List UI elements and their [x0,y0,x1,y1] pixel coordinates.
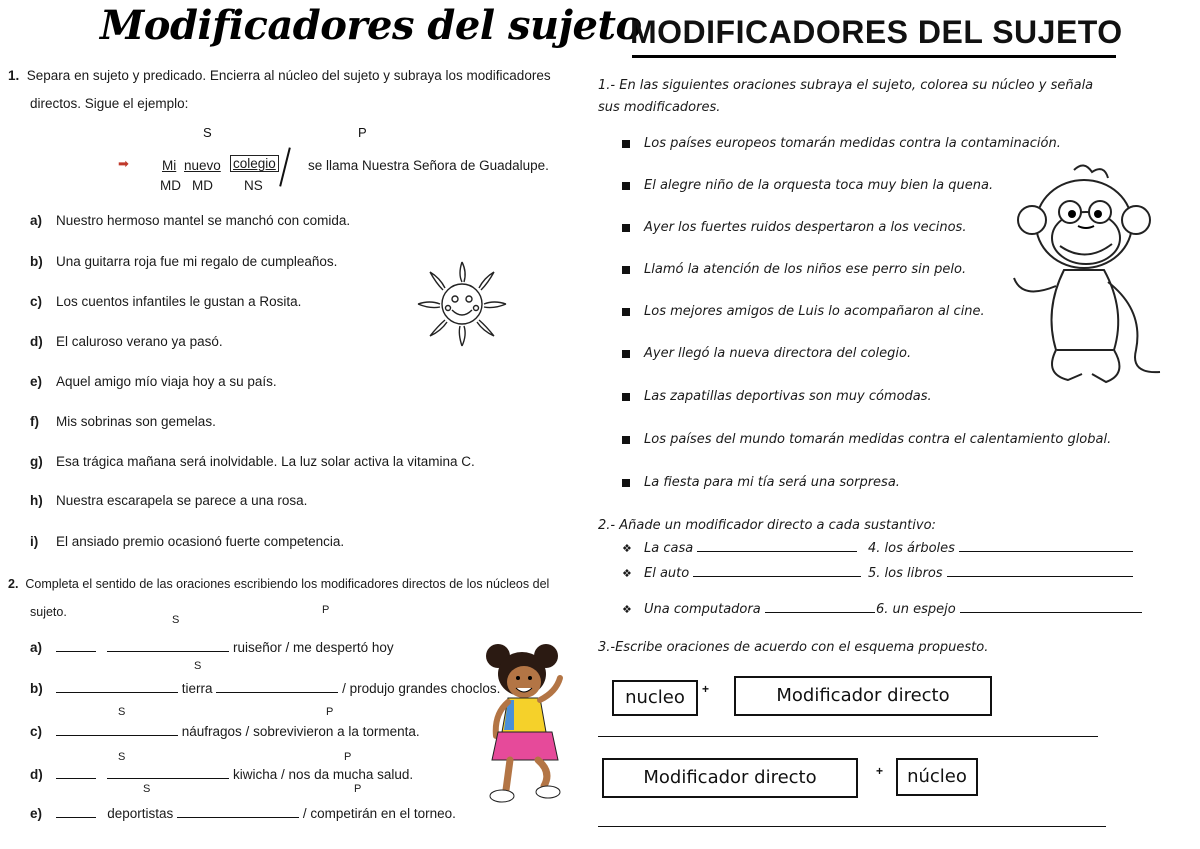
example-word-colegio: colegio [230,156,279,171]
square-bullet-icon [622,224,630,232]
example-word-nuevo: nuevo [184,158,221,173]
scheme-box-modificador-2: Modificador directo [602,758,858,798]
blank-line [107,640,229,652]
blank-line [697,540,857,552]
plus-sign-2: + [876,764,884,778]
example-p-mark: P [358,125,367,140]
q1-item-b: b) Una guitarra roja fue mi regalo de cumpleaños. [30,254,338,269]
blank-line [56,681,178,693]
answer-line-1 [598,736,1098,737]
square-bullet-icon [622,182,630,190]
blank-line [56,767,96,779]
blank-line [56,806,96,818]
q1-item-a: a) Nuestro hermoso mantel se manchó con comida. [30,213,351,228]
scheme-box-nucleo: nucleo [612,680,698,716]
r-q2-col2-item-3: 6. un espejo [876,601,1142,617]
example-md1: MD [160,178,181,193]
blank-line [960,601,1142,613]
blank-line [56,724,178,736]
left-title: Modificadores del sujeto [100,2,642,49]
example-md2: MD [192,178,213,193]
r-q1-item-9: La fiesta para mi tía será una sorpresa. [622,475,900,490]
blank-line [107,767,229,779]
square-bullet-icon [622,308,630,316]
r-q1-item-5: Los mejores amigos de Luis lo acompañaron al cine. [622,304,985,319]
sun-drawing-icon [412,252,512,352]
q1-instruction-line1 [8,68,551,83]
r-q1-line2: sus modificadores. [598,100,721,115]
r-q3-heading: 3.-Escribe oraciones de acuerdo con el esquema propuesto. [598,640,989,655]
q2c-s-mark: S [118,706,126,718]
blank-line [56,640,96,652]
diamond-bullet-icon: ❖ [622,542,632,555]
q1-item-f: f) Mis sobrinas son gemelas. [30,414,216,429]
q1-instruction-line2: directos. Sigue el ejemplo: [30,96,189,111]
q2b-s-mark: S [194,660,202,672]
plus-sign: + [702,682,710,696]
r-q1-item-3: Ayer los fuertes ruidos despertaron a los vecinos. [622,220,966,235]
q1-line1: Separa en sujeto y predicado. Encierra al núcleo del sujeto y subraya los modificadores [26,68,551,83]
q2e-p-mark: P [354,783,362,795]
subject-predicate-slash [279,147,291,186]
r-q2-col2-item-2: 5. los libros [868,565,1133,581]
r-q2-heading: 2.- Añade un modificador directo a cada sustantivo: [598,518,936,533]
blank-line [177,806,299,818]
q1-item-e: e) Aquel amigo mío viaja hoy a su país. [30,374,277,389]
blank-line [959,540,1133,552]
example-predicate: se llama Nuestra Señora de Guadalupe. [308,158,549,173]
r-q1-item-4: Llamó la atención de los niños ese perro sin pelo. [622,262,966,277]
square-bullet-icon [622,436,630,444]
q2a-p-mark: P [322,604,330,616]
square-bullet-icon [622,393,630,401]
girl-cartoon-icon [468,640,578,810]
blank-line [693,565,861,577]
q2-line1: Completa el sentido de las oraciones escribiendo los modificadores directos de los núcleos del [25,577,550,591]
example-s-mark: S [203,125,212,140]
right-title-underline [632,55,1116,58]
answer-line-2 [598,826,1106,827]
diamond-bullet-icon: ❖ [622,567,632,580]
q2-item-c: c) náufragos / sobrevivieron a la tormenta. [30,724,420,739]
q1-item-h: h) Nuestra escarapela se parece a una rosa. [30,493,308,508]
q1-number: 1. [8,68,20,83]
r-q1-item-1: Los países europeos tomarán medidas contra la contaminación. [622,136,1061,151]
r-q1-item-7: Las zapatillas deportivas son muy cómodas. [622,389,932,404]
q1-item-g: g) Esa trágica mañana será inolvidable. La luz solar activa la vitamina C. [30,454,475,469]
r-q1-item-8: Los países del mundo tomarán medidas contra el calentamiento global. [622,432,1111,447]
q2a-s-mark: S [172,614,180,626]
q2c-p-mark: P [326,706,334,718]
q1-item-d: d) El caluroso verano ya pasó. [30,334,223,349]
q1-item-c: c) Los cuentos infantiles le gustan a Rosita. [30,294,302,309]
r-q1-item-6: Ayer llegó la nueva directora del colegio. [622,346,911,361]
r-q1-line1: 1.- En las siguientes oraciones subraya el sujeto, colorea su núcleo y señala [598,78,1094,93]
blank-line [216,681,338,693]
r-q2-col1-item-1: ❖ La casa [622,540,857,556]
q2-instruction-line1 [8,577,549,591]
scheme-box-nucleo-2: núcleo [896,758,978,796]
arrow-icon: ➡ [118,156,129,171]
square-bullet-icon [622,266,630,274]
q2-item-a: a) ruiseñor / me despertó hoy [30,640,394,655]
square-bullet-icon [622,350,630,358]
q2-number: 2. [8,577,19,591]
r-q2-col2-item-1: 4. los árboles [868,540,1133,556]
diamond-bullet-icon: ❖ [622,603,632,616]
example-word-mi: Mi [162,158,177,173]
square-bullet-icon [622,140,630,148]
q1-item-i: i) El ansiado premio ocasionó fuerte competencia. [30,534,345,549]
blank-line [947,565,1133,577]
blank-line [765,601,875,613]
right-title: MODIFICADORES DEL SUJETO [630,14,1123,50]
example-ns: NS [244,178,263,193]
q2-item-b: b) tierra / produjo grandes choclos. [30,681,501,696]
q2-item-d: d) kiwicha / nos da mucha salud. [30,767,414,782]
q2-item-e: e) deportistas / competirán en el torneo. [30,806,456,821]
r-q2-col1-item-3: ❖ Una computadora [622,601,875,617]
r-q1-item-2: El alegre niño de la orquesta toca muy bien la quena. [622,178,993,193]
q2-instruction-line2: sujeto. [30,605,67,619]
square-bullet-icon [622,479,630,487]
r-q2-col1-item-2: ❖ El auto [622,565,861,581]
q2d-s-mark: S [118,751,126,763]
monkey-cartoon-icon [1004,160,1174,390]
scheme-box-modificador-1: Modificador directo [734,676,992,716]
q2d-p-mark: P [344,751,352,763]
q2e-s-mark: S [143,783,151,795]
